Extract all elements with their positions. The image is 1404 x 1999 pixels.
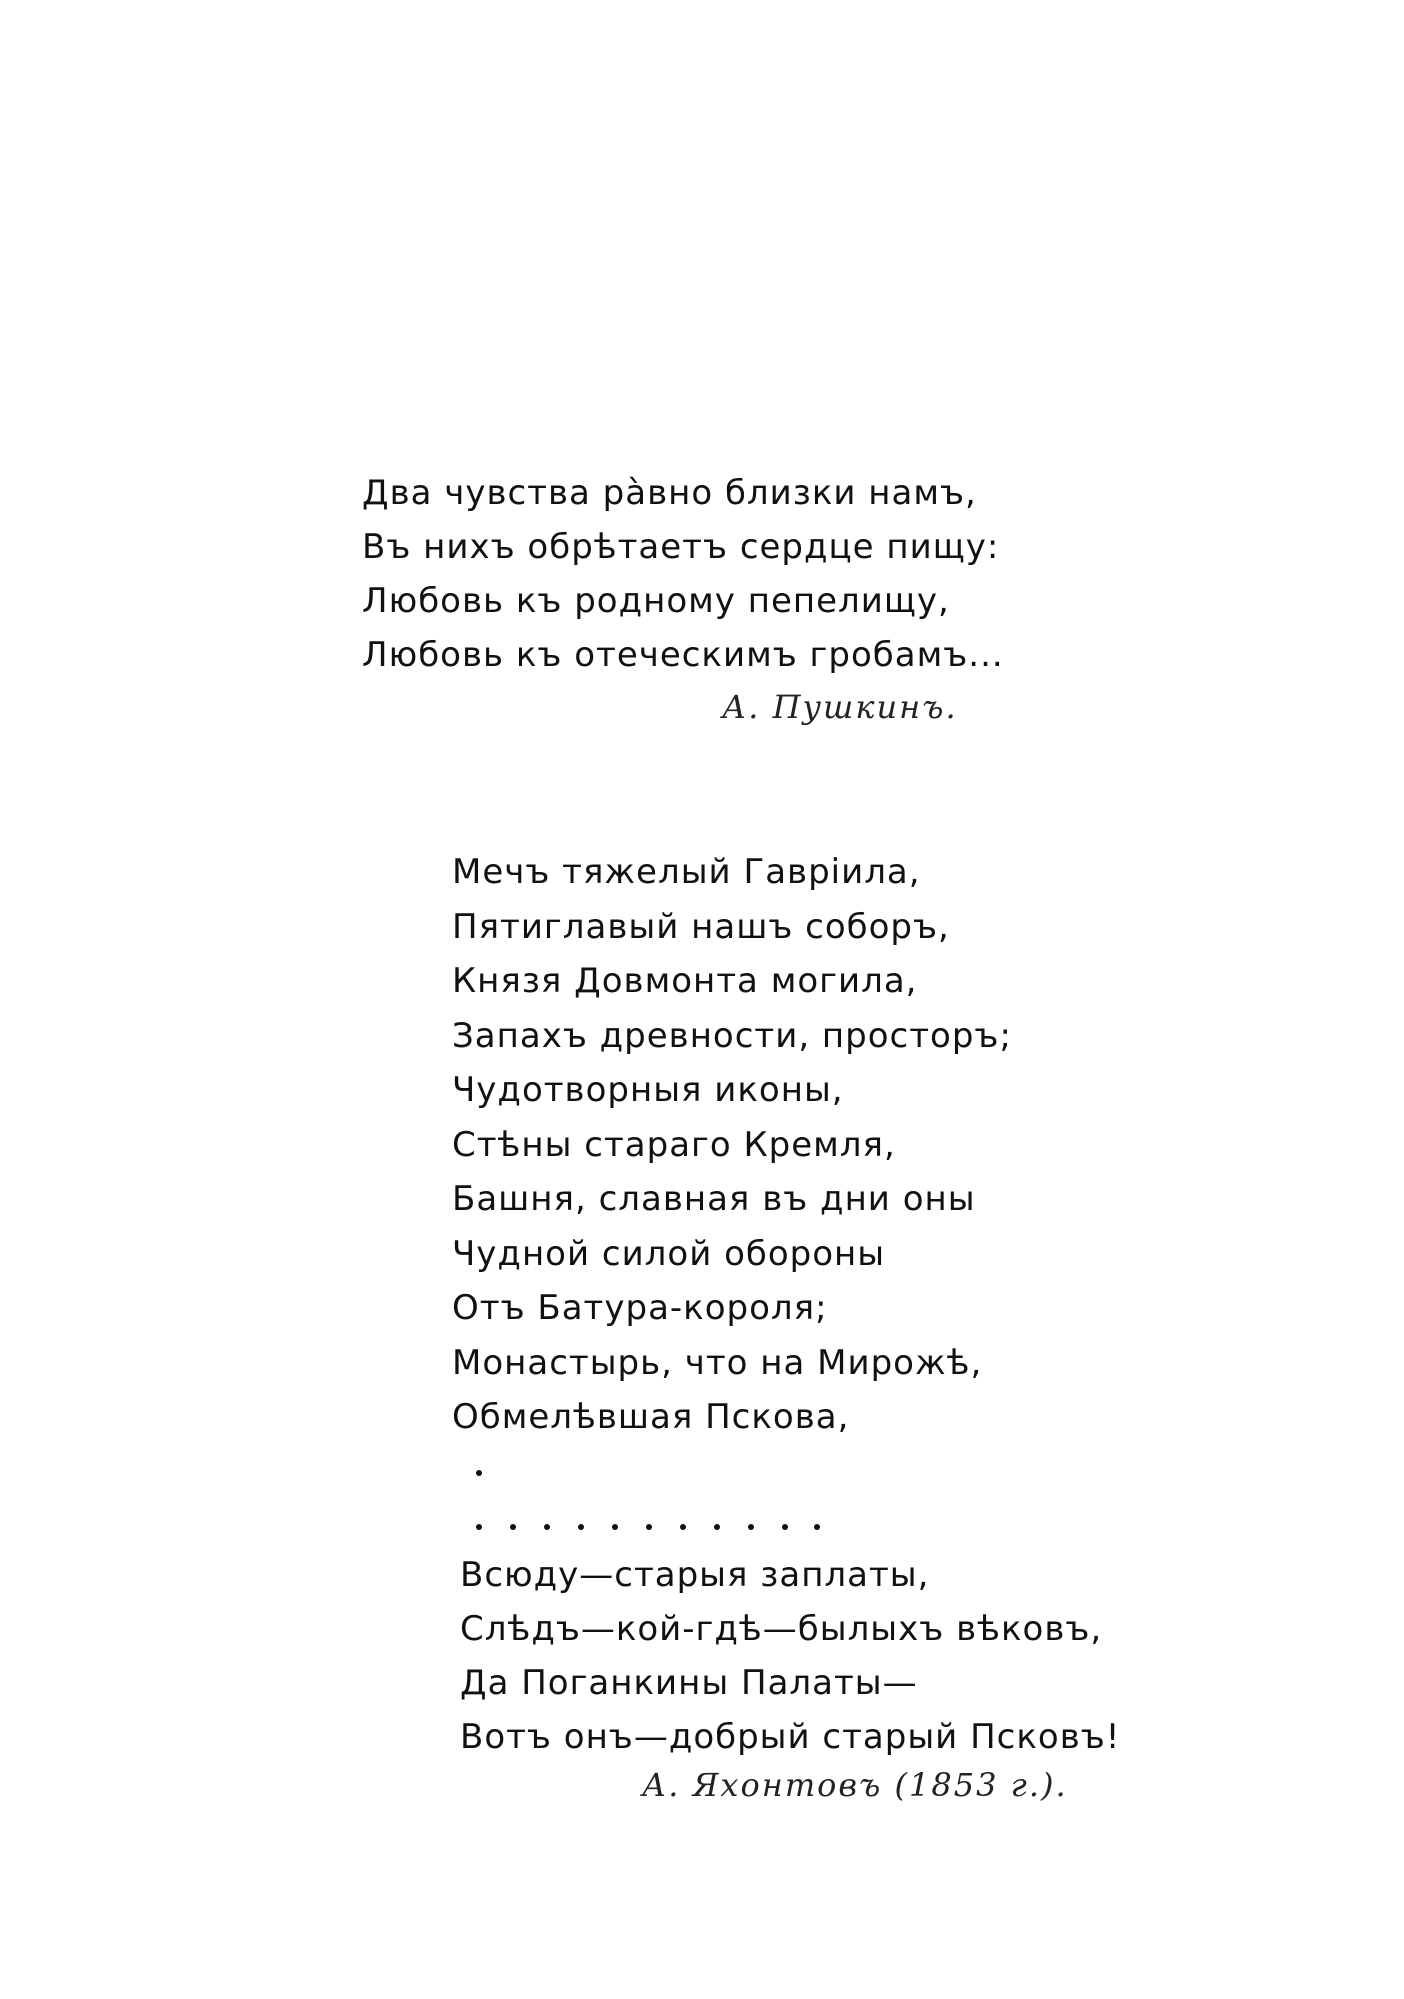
- poem-line: Стѣны стараго Кремля,: [452, 1124, 896, 1165]
- poem-line: Пятиглавый нашъ соборъ,: [452, 906, 950, 947]
- poem-line: Вотъ онъ—добрый старый Псковъ!: [460, 1717, 1121, 1757]
- poem-line: Любовь къ отеческимъ гробамъ...: [362, 635, 1004, 675]
- ellipsis-dot: [476, 1524, 482, 1530]
- ellipsis-dot: [510, 1524, 516, 1530]
- poem-line: Чудотворныя иконы,: [452, 1070, 844, 1110]
- ellipsis-dot: [612, 1524, 618, 1530]
- poem-line: Да Поганкины Палаты—: [460, 1663, 918, 1703]
- ellipsis-dot: [646, 1524, 652, 1530]
- poem-yakhontov-part-2: [460, 1548, 1120, 1764]
- ellipsis-dot: [782, 1524, 788, 1530]
- poem-line: Всюду—старыя заплаты,: [460, 1555, 930, 1595]
- poem-yakhontov-part-1: [452, 845, 1012, 1445]
- poem-line: Два чувства ра̀вно близки намъ,: [362, 473, 977, 513]
- ellipsis-dot: [544, 1524, 550, 1530]
- poem-line: Монастырь, что на Мирожѣ,: [452, 1342, 983, 1383]
- poem-pushkin: [362, 466, 1004, 682]
- ellipsis-dot: [748, 1524, 754, 1530]
- poem-line: Башня, славная въ дни оны: [452, 1179, 976, 1219]
- poem-line: Слѣдъ—кой-гдѣ—былыхъ вѣковъ,: [460, 1609, 1103, 1649]
- poem-line: Чудной силой обороны: [452, 1233, 886, 1274]
- poem-line: Мечъ тяжелый Гавріила,: [452, 852, 921, 892]
- ellipsis-dot: [814, 1524, 820, 1530]
- poem-line: Запахъ древности, просторъ;: [452, 1015, 1012, 1056]
- ellipsis-dot: [476, 1470, 482, 1476]
- poem-line: Въ нихъ обрѣтаетъ сердце пищу:: [362, 527, 1000, 567]
- ellipsis-dot: [680, 1524, 686, 1530]
- ellipsis-dot: [714, 1524, 720, 1530]
- poem-line: Отъ Батура-короля;: [452, 1288, 828, 1328]
- poem-line: Любовь къ родному пепелищу,: [362, 581, 950, 621]
- ellipsis-dot: [578, 1524, 584, 1530]
- poem-line: Обмелѣвшая Пскова,: [452, 1397, 850, 1437]
- poem-line: Князя Довмонта могила,: [452, 961, 918, 1001]
- attribution-pushkin: А. Пушкинъ.: [722, 688, 958, 726]
- attribution-yakhontov: А. Яхонтовъ (1853 г.).: [642, 1766, 1068, 1804]
